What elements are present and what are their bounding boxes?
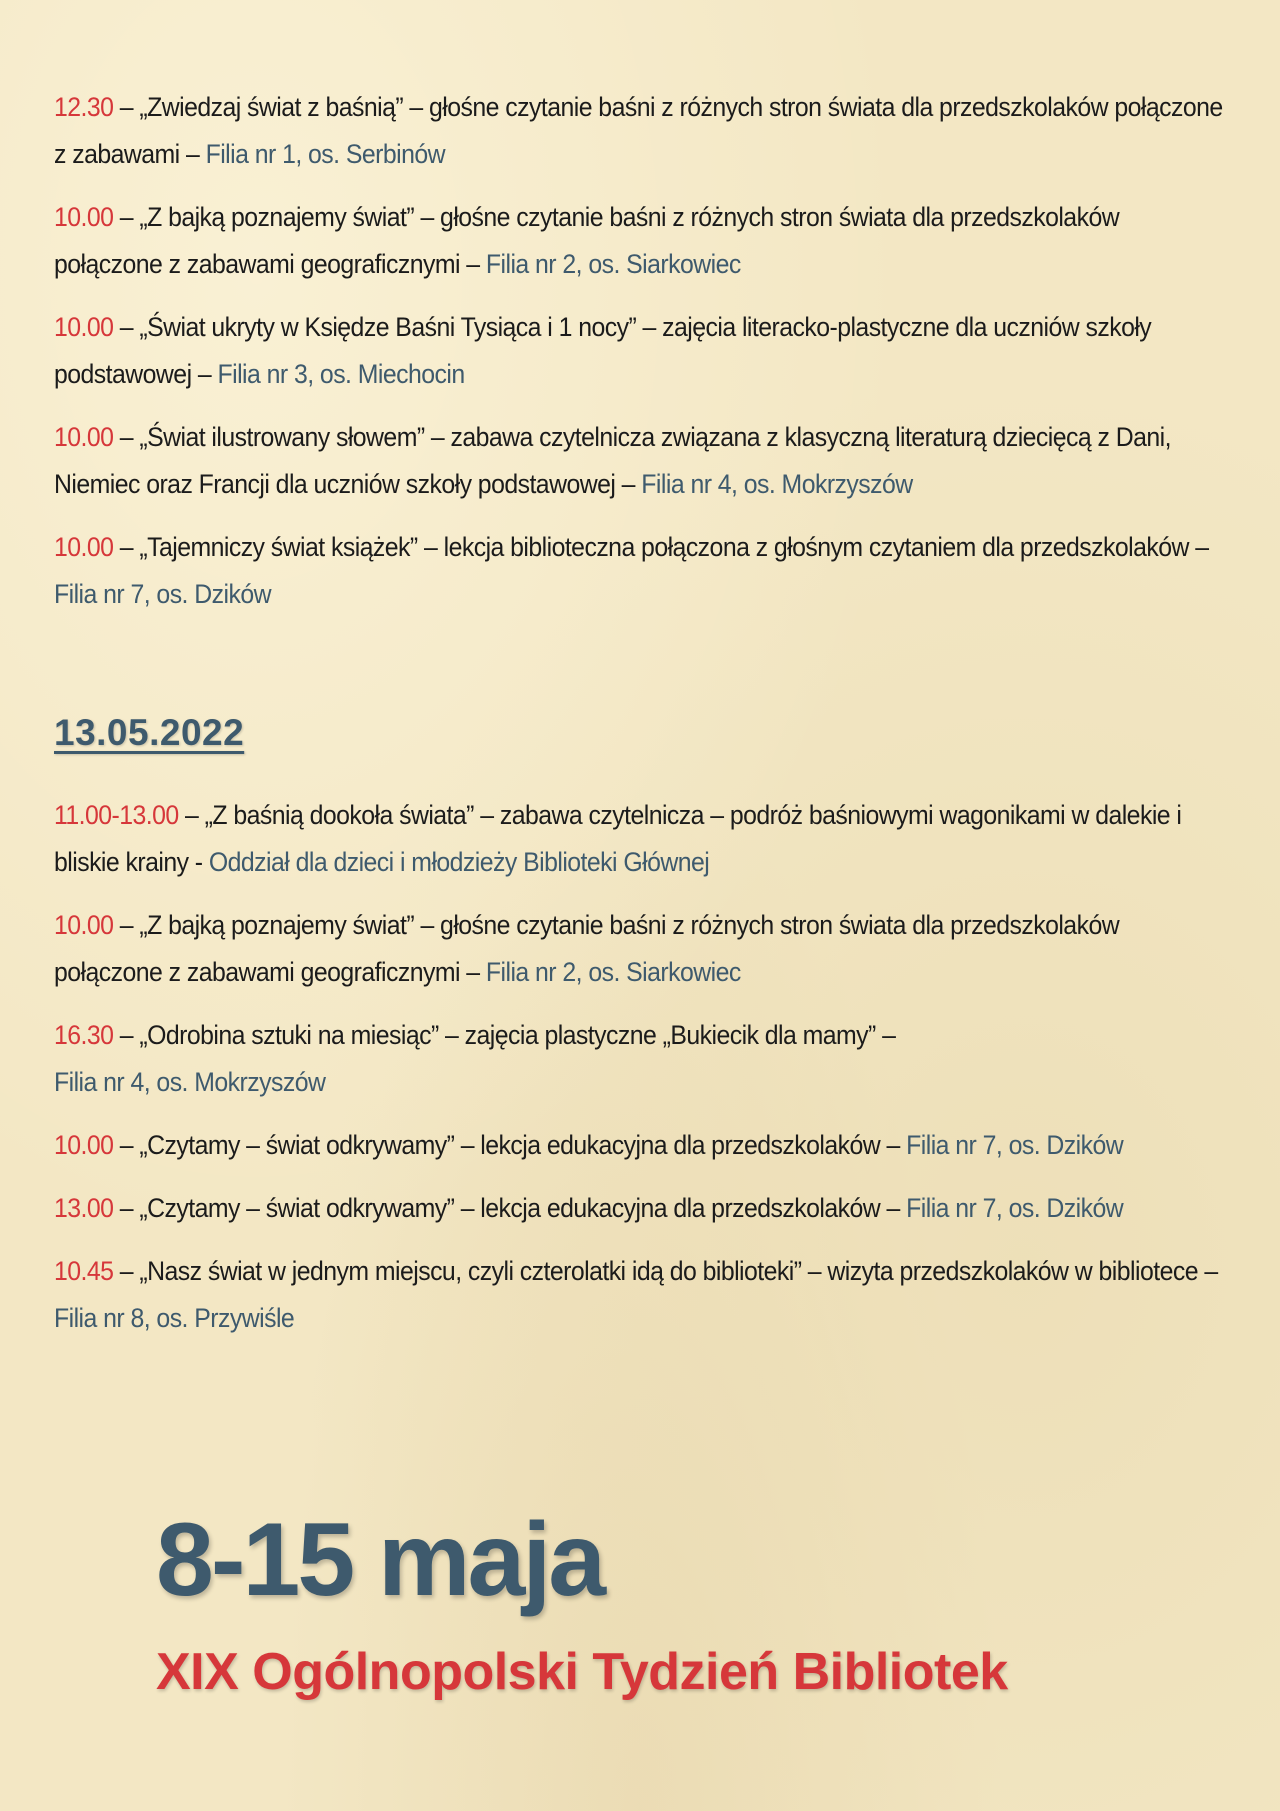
schedule-entry: [54, 304, 1233, 398]
schedule-entry: [54, 1122, 1233, 1169]
entry-time: 11.00-13.00: [54, 800, 179, 830]
entry-time: 10.00: [54, 202, 114, 232]
entry-time: 10.45: [54, 1256, 114, 1286]
schedule-entry: [54, 1185, 1233, 1232]
schedule-entry: [54, 1248, 1233, 1342]
entry-description: – „Z baśnią dookoła świata” – zabawa czytelnicza – podróż baśniowymi wagonikami w dalekie i bliskie krainy -: [54, 800, 1182, 877]
schedule-entry: [54, 792, 1233, 886]
schedule-entry: [54, 1012, 1233, 1106]
entry-location: Filia nr 1, os. Serbinów: [205, 139, 445, 169]
entry-time: 10.00: [54, 532, 114, 562]
entry-location: Oddział dla dzieci i młodzieży Biblioteki Głównej: [208, 847, 710, 877]
entry-time: 12.30: [54, 92, 114, 122]
event-title: XIX Ogólnopolski Tydzień Bibliotek: [156, 1643, 1008, 1701]
schedule-entry: [54, 194, 1233, 288]
section-date-heading: 13.05.2022: [54, 712, 245, 753]
schedule-section-2: [54, 792, 1234, 1358]
entry-location: Filia nr 8, os. Przywiśle: [54, 1303, 295, 1333]
entry-description: – „Z bajką poznajemy świat” – głośne czytanie baśni z różnych stron świata dla przedszkolaków połączone z zabawami geograficznymi –: [54, 202, 1120, 279]
entry-description: – „Świat ukryty w Księdze Baśni Tysiąca i 1 nocy” – zajęcia literacko-plastyczne dla uczniów szkoły podstawowej –: [54, 312, 1152, 389]
schedule-section-1: [54, 84, 1234, 634]
entry-description: – „Tajemniczy świat książek” – lekcja biblioteczna połączona z głośnym czytaniem dla przedszkolaków –: [113, 532, 1209, 562]
entry-location: Filia nr 4, os. Mokrzyszów: [641, 469, 913, 499]
schedule-entry: [54, 524, 1233, 618]
entry-location: Filia nr 4, os. Mokrzyszów: [54, 1067, 326, 1097]
entry-description: – „Czytamy – świat odkrywamy” – lekcja edukacyjna dla przedszkolaków –: [113, 1193, 907, 1223]
entry-time: 10.00: [54, 312, 114, 342]
schedule-entry: [54, 414, 1233, 508]
entry-location: Filia nr 2, os. Siarkowiec: [485, 957, 741, 987]
entry-location: Filia nr 7, os. Dzików: [906, 1130, 1124, 1160]
entry-description: – „Odrobina sztuki na miesiąc” – zajęcia plastyczne „Bukiecik dla mamy” –: [113, 1020, 896, 1050]
entry-description: – „Zwiedzaj świat z baśnią” – głośne czytanie baśni z różnych stron świata dla przedszkolaków połączone z zabawami –: [54, 92, 1223, 169]
entry-location: Filia nr 3, os. Miechocin: [217, 359, 465, 389]
schedule-entry: [54, 902, 1233, 996]
schedule-entry: [54, 84, 1233, 178]
entry-location: Filia nr 2, os. Siarkowiec: [485, 249, 741, 279]
entry-time: 10.00: [54, 1130, 114, 1160]
event-dates: 8-15 maja: [156, 1502, 604, 1618]
entry-location: Filia nr 7, os. Dzików: [54, 579, 272, 609]
entry-location: Filia nr 7, os. Dzików: [906, 1193, 1124, 1223]
entry-time: 13.00: [54, 1193, 114, 1223]
entry-description: – „Świat ilustrowany słowem” – zabawa czytelnicza związana z klasyczną literaturą dziecięcą z Dani, Niemiec oraz Francji dla uczniów szkoły podstawowej –: [54, 422, 1171, 499]
entry-time: 10.00: [54, 422, 114, 452]
entry-description: – „Z bajką poznajemy świat” – głośne czytanie baśni z różnych stron świata dla przedszkolaków połączone z zabawami geograficznymi –: [54, 910, 1120, 987]
entry-time: 10.00: [54, 910, 114, 940]
entry-description: – „Nasz świat w jednym miejscu, czyli czterolatki idą do biblioteki” – wizyta przedszkolaków w bibliotece –: [113, 1256, 1218, 1286]
entry-time: 16.30: [54, 1020, 114, 1050]
entry-description: – „Czytamy – świat odkrywamy” – lekcja edukacyjna dla przedszkolaków –: [113, 1130, 907, 1160]
